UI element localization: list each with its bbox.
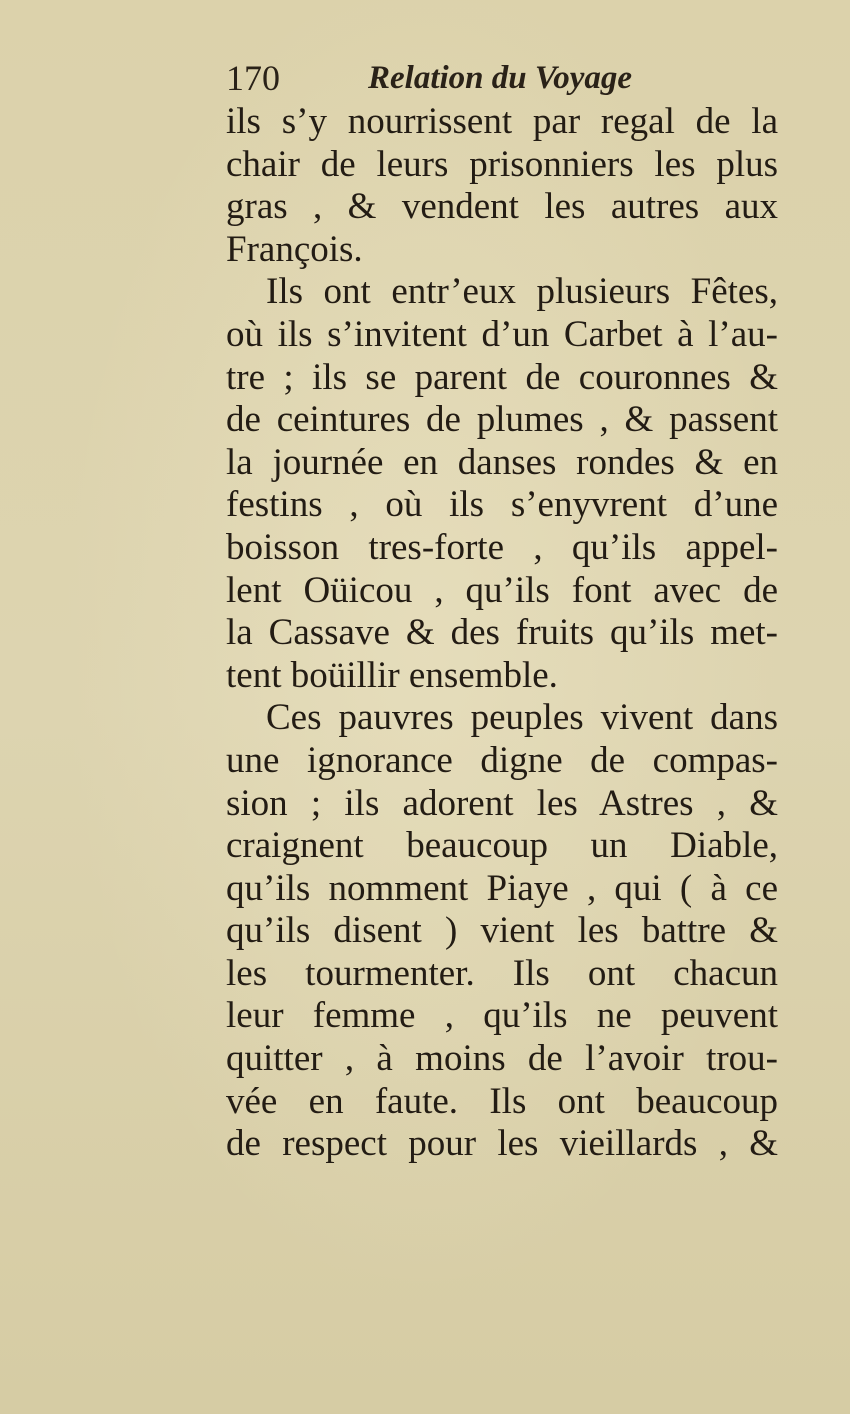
text-line: la journée en danses rondes & en bbox=[226, 441, 778, 483]
text-line: lent Oüicou , qu’ils font avec de bbox=[226, 569, 778, 611]
text-line: qu’ils nomment Piaye , qui ( à ce bbox=[226, 867, 778, 909]
text-line: sion ; ils adorent les Astres , & bbox=[226, 782, 778, 824]
running-title: Relation du Voyage bbox=[368, 60, 633, 96]
text-line: quitter , à moins de l’avoir trou- bbox=[226, 1038, 778, 1080]
text-line: chair de leurs prisonniers les plus bbox=[226, 143, 778, 185]
text-line: craignent beaucoup un Diable, bbox=[226, 825, 778, 867]
body-text bbox=[226, 101, 778, 1166]
text-line: ils s’y nourrissent par regal de la bbox=[226, 101, 778, 142]
text-line: où ils s’invitent d’un Carbet à l’au- bbox=[226, 313, 778, 355]
text-line: de respect pour les vieillards , & bbox=[226, 1123, 778, 1165]
text-line: vée en faute. Ils ont beaucoup bbox=[226, 1080, 778, 1122]
paragraph-first-line: Ils ont entr’eux plusieurs Fêtes, bbox=[266, 271, 778, 313]
text-line: les tourmenter. Ils ont chacun bbox=[226, 952, 778, 994]
text-line: de ceintures de plumes , & passent bbox=[226, 399, 778, 441]
text-line: festins , où ils s’enyvrent d’une bbox=[226, 484, 778, 526]
page-number: 170 bbox=[226, 58, 280, 98]
text-line: François. bbox=[226, 228, 363, 270]
paragraph-first-line: Ces pauvres peuples vivent dans bbox=[266, 697, 778, 739]
text-line: leur femme , qu’ils ne peuvent bbox=[226, 995, 778, 1037]
text-line: tent boüillir ensemble. bbox=[226, 654, 558, 696]
text-line: une ignorance digne de compas- bbox=[226, 739, 778, 781]
running-head bbox=[226, 56, 786, 100]
text-line: la Cassave & des fruits qu’ils met- bbox=[226, 612, 778, 654]
text-line: tre ; ils se parent de couronnes & bbox=[226, 356, 778, 398]
text-line: qu’ils disent ) vient les battre & bbox=[226, 910, 778, 952]
text-line: gras , & vendent les autres aux bbox=[226, 186, 778, 228]
text-line: boisson tres-forte , qu’ils appel- bbox=[226, 526, 778, 568]
